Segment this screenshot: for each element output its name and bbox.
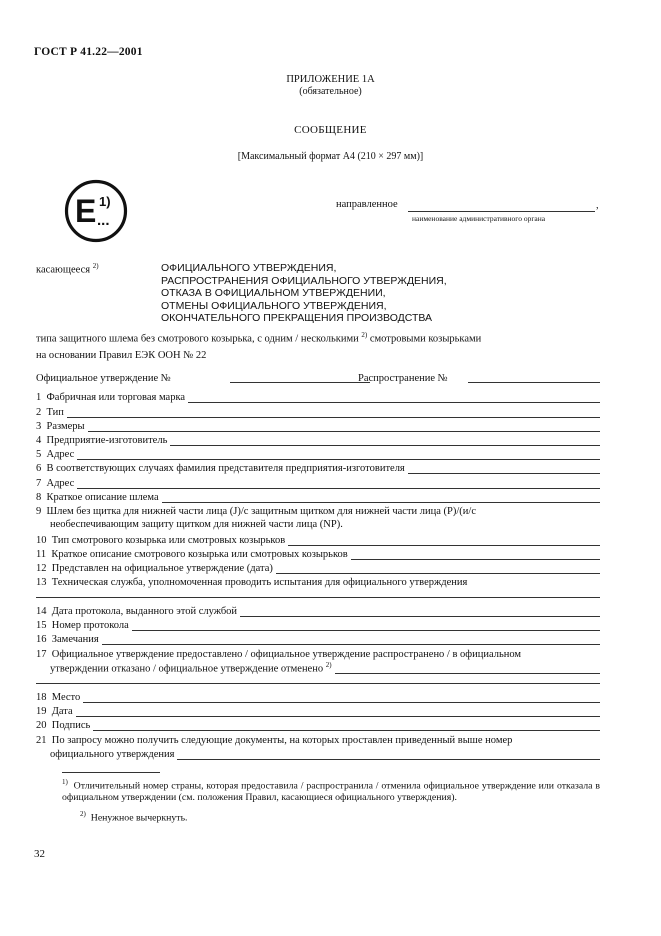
item-15-field[interactable]: [132, 621, 600, 631]
item-8: [36, 490, 600, 503]
item-7-label: 7 Адрес: [36, 478, 75, 489]
footnote-1: [62, 777, 600, 803]
footnote-2-text: Ненужное вычеркнуть.: [90, 812, 188, 824]
item-17-sup: 2): [325, 660, 332, 669]
item-6-field[interactable]: [408, 464, 600, 474]
item-19-field[interactable]: [76, 707, 600, 717]
sent-to-field[interactable]: [408, 211, 595, 212]
item-17-cont-text: утверждении отказано / официальное утверждение отменено: [50, 663, 324, 674]
item-10-field[interactable]: [288, 536, 600, 546]
item-7: [36, 476, 600, 489]
item-11-field[interactable]: [351, 550, 600, 560]
item-1-label: 1 Фабричная или торговая марка: [36, 392, 186, 403]
option-approval[interactable]: ОФИЦИАЛЬНОГО УТВЕРЖДЕНИЯ,: [161, 262, 337, 274]
item-18-label: 18 Место: [36, 692, 81, 703]
annex-title: ПРИЛОЖЕНИЕ 1А: [286, 74, 375, 85]
message-title: СООБЩЕНИЕ: [294, 124, 367, 136]
item-11: [36, 547, 600, 560]
concerning-label: [36, 262, 99, 276]
type-line-before: типа защитного шлема без смотрового козырька, с одним / несколькими: [36, 333, 359, 345]
e-mark-icon: [64, 179, 128, 243]
item-8-field[interactable]: [162, 493, 600, 503]
format-note: [Максимальный формат А4 (210 × 297 мм)]: [237, 151, 424, 162]
item-20: [36, 718, 600, 731]
item-6-label: 6 В соответствующих случаях фамилия представителя предприятия-изготовителя: [36, 463, 405, 474]
type-line-after: смотровыми козырьками: [369, 333, 482, 345]
item-18: [36, 690, 600, 703]
item-2-field[interactable]: [67, 408, 600, 418]
item-10: [36, 533, 600, 546]
item-5-field[interactable]: [77, 450, 600, 460]
footnote-2: [80, 810, 188, 823]
item-6: [36, 461, 600, 474]
item-1-field[interactable]: [188, 393, 600, 403]
item-9: [36, 504, 600, 517]
item-21: [36, 733, 600, 746]
item-16-field[interactable]: [102, 635, 600, 645]
item-4-field[interactable]: [170, 436, 600, 446]
sent-to-caption: наименование административного органа: [412, 214, 546, 223]
option-withdrawal[interactable]: ОТМЕНЫ ОФИЦИАЛЬНОГО УТВЕРЖДЕНИЯ,: [161, 299, 387, 312]
approval-number-row: [36, 373, 600, 386]
item-21-continuation: [50, 747, 600, 760]
option-refusal[interactable]: ОТКАЗА В ОФИЦИАЛЬНОМ УТВЕРЖДЕНИИ,: [161, 287, 386, 299]
extension-number-label: Распространение №: [358, 373, 448, 384]
item-5-label: 5 Адрес: [36, 449, 75, 460]
item-17-extra-line[interactable]: [36, 683, 600, 684]
item-19: [36, 704, 600, 717]
item-13: [36, 575, 600, 588]
item-12: [36, 561, 600, 574]
item-16-label: 16 Замечания: [36, 634, 99, 645]
item-14-label: 14 Дата протокола, выданного этой службой: [36, 606, 238, 617]
page-number: 32: [34, 848, 45, 860]
item-21-label: 21 По запросу можно получить следующие документы, на которых проставлен приведенный выше номер: [36, 735, 513, 746]
item-5: [36, 447, 600, 460]
item-3-field[interactable]: [88, 422, 600, 432]
helmet-type-line: [36, 331, 481, 345]
annex-subtitle: (обязательное): [299, 86, 362, 97]
item-12-field[interactable]: [276, 564, 600, 574]
item-16: [36, 632, 600, 645]
approval-number-field[interactable]: [230, 382, 370, 383]
item-14-field[interactable]: [240, 607, 600, 617]
item-4-label: 4 Предприятие-изготовитель: [36, 435, 168, 446]
concerning-sup: 2): [92, 262, 99, 270]
footnote-divider: [62, 772, 160, 773]
item-1: [36, 390, 600, 403]
footnote-1-text: Отличительный номер страны, которая предоставила / распространила / отменила официальное утверждение или отказала в официальном утверждении (см. положения Правил, касающиеся официального утверждения).: [62, 780, 600, 803]
item-3-label: 3 Размеры: [36, 421, 85, 432]
item-15: [36, 618, 600, 631]
item-17-field[interactable]: [335, 664, 600, 674]
item-10-label: 10 Тип смотрового козырька или смотровых козырьков: [36, 535, 286, 546]
footnote-2-sup: 2): [80, 810, 86, 818]
item-21-cont-text: официального утверждения: [50, 749, 175, 760]
e-mark-dots: ...: [97, 212, 110, 229]
item-13-field[interactable]: [36, 597, 600, 598]
item-21-field[interactable]: [177, 750, 600, 760]
item-15-label: 15 Номер протокола: [36, 620, 129, 631]
item-7-field[interactable]: [77, 479, 600, 489]
option-extension[interactable]: РАСПРОСТРАНЕНИЯ ОФИЦИАЛЬНОГО УТВЕРЖДЕНИЯ,: [161, 274, 447, 287]
sent-to-comma: ,: [596, 200, 599, 211]
item-18-field[interactable]: [83, 693, 600, 703]
item-8-label: 8 Краткое описание шлема: [36, 492, 159, 503]
item-13-label: 13 Техническая служба, уполномоченная проводить испытания для официального утверждения: [36, 577, 468, 588]
option-discontinued[interactable]: ОКОНЧАТЕЛЬНОГО ПРЕКРАЩЕНИЯ ПРОИЗВОДСТВА: [161, 312, 433, 324]
item-9-label: 9 Шлем без щитка для нижней части лица (J)/с защитным щитком для нижней части лица (P)/(и/с: [36, 506, 477, 517]
extension-number-field[interactable]: [468, 382, 600, 383]
footnote-1-sup: 1): [62, 778, 68, 786]
e-mark-letter: E: [75, 193, 97, 229]
item-17-label: 17 Официальное утверждение предоставлено / официальное утверждение распространено / в официальном: [36, 649, 522, 660]
item-20-label: 20 Подпись: [36, 720, 91, 731]
e-mark-sup: 1): [99, 194, 111, 209]
approval-number-label: Официальное утверждение №: [36, 373, 171, 384]
item-11-label: 11 Краткое описание смотрового козырька или смотровых козырьков: [36, 549, 348, 560]
item-12-label: 12 Представлен на официальное утверждение (дата): [36, 563, 273, 574]
type-line-sup: 2): [361, 331, 368, 339]
item-20-field[interactable]: [93, 721, 600, 731]
regulation-basis: на основании Правил ЕЭК ООН № 22: [36, 350, 207, 361]
sent-to-label: направленное: [336, 199, 398, 210]
item-2: [36, 405, 600, 418]
concerning-options: [161, 262, 447, 325]
item-17-continuation: [50, 661, 600, 674]
concerning-text: касающееся: [36, 264, 91, 276]
item-3: [36, 419, 600, 432]
item-9-continuation: необеспечивающим защиту щитком для нижней части лица (NP).: [50, 519, 343, 530]
item-17: [36, 647, 600, 660]
document-header: ГОСТ Р 41.22—2001: [34, 46, 143, 58]
item-2-label: 2 Тип: [36, 407, 64, 418]
item-14: [36, 604, 600, 617]
item-4: [36, 433, 600, 446]
item-19-label: 19 Дата: [36, 706, 73, 717]
